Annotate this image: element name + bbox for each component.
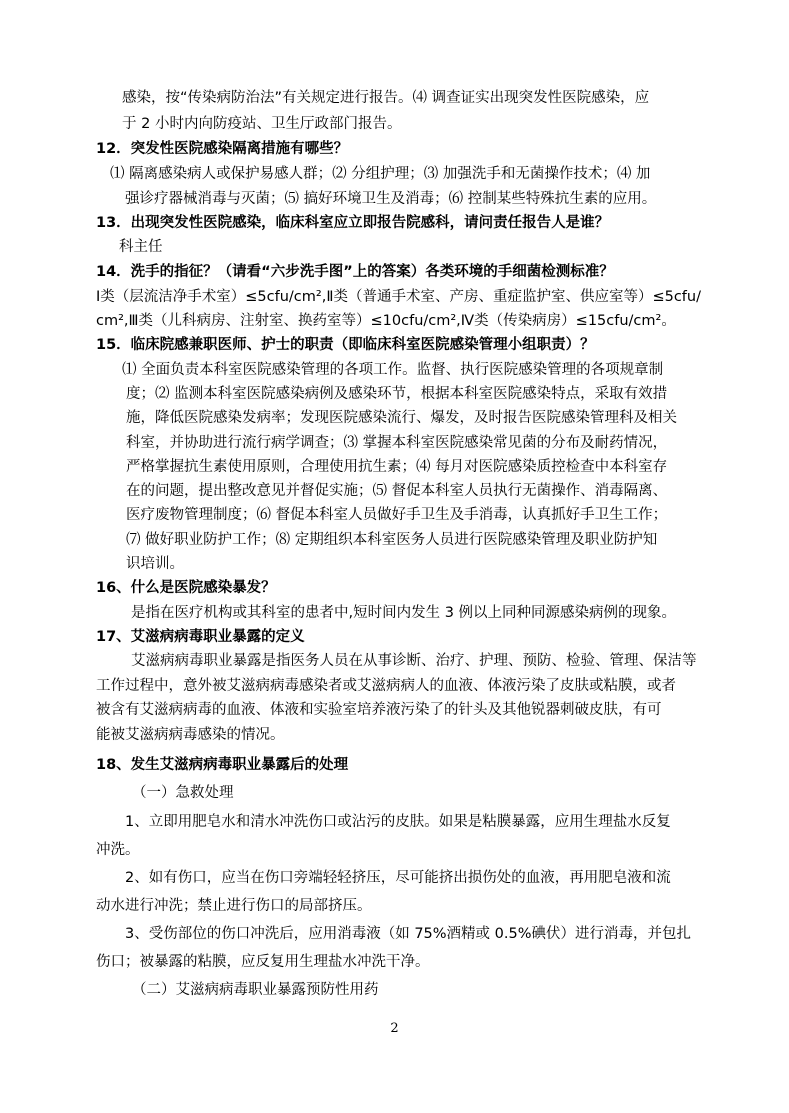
text-line: ⑺ 做好职业防护工作；⑻ 定期组织本科室医务人员进行医院感染管理及职业防护知 xyxy=(126,532,658,548)
text-line: 伤口；被暴露的粘膜，应反复用生理盐水冲洗干净。 xyxy=(96,954,430,970)
section-heading: 17、艾滋病病毒职业暴露的定义 xyxy=(96,629,305,645)
text-line: 艾滋病病毒职业暴露是指医务人员在从事诊断、治疗、护理、预防、检验、管理、保洁等 xyxy=(131,653,697,669)
text-line: 冲洗。 xyxy=(96,842,140,858)
text-line: 是指在医疗机构或其科室的患者中,短时间内发生 3 例以上同种同源感染病例的现象。 xyxy=(131,605,677,621)
text-line: 能被艾滋病病毒感染的情况。 xyxy=(96,727,285,743)
text-line: 严格掌握抗生素使用原则，合理使用抗生素；⑷ 每月对医院感染质控检查中本科室存 xyxy=(126,459,668,475)
text-line: 科主任 xyxy=(119,239,163,255)
section-heading: 12．突发性医院感染隔离措施有哪些？ xyxy=(96,141,349,157)
page-number: 2 xyxy=(390,1021,399,1036)
text-line: 医疗废物管理制度；⑹ 督促本科室人员做好手卫生及手消毒，认真抓好手卫生工作； xyxy=(126,507,668,523)
section-heading: 15．临床院感兼职医师、护士的职责（即临床科室医院感染管理小组职责）？ xyxy=(96,337,595,353)
text-line: ⑴ 全面负责本科室医院感染管理的各项工作。监督、执行医院感染管理的各项规章制 xyxy=(122,362,664,378)
text-line: 度；⑵ 监测本科室医院感染病例及感染环节，根据本科室医院感染特点，采取有效措 xyxy=(126,386,668,402)
text-line: 2、如有伤口，应当在伤口旁端轻轻挤压，尽可能挤出损伤处的血液，再用肥皂液和流 xyxy=(125,870,671,886)
section-heading: 13．出现突发性医院感染，临床科室应立即报告院感科，请问责任报告人是谁？ xyxy=(96,215,610,231)
text-line: 识培训。 xyxy=(126,556,184,572)
text-line: ⑴ 隔离感染病人或保护易感人群；⑵ 分组护理；⑶ 加强洗手和无菌操作技术；⑷ 加 xyxy=(110,166,651,182)
text-line: Ⅰ类（层流洁净手术室）≤5cfu/cm²,Ⅱ类（普通手术室、产房、重症监护室、供应室等）≤5cfu/ xyxy=(96,289,701,305)
section-heading: 16、什么是医院感染暴发？ xyxy=(96,580,276,596)
text-line: 强诊疗器械消毒与灭菌；⑸ 搞好环境卫生及消毒；⑹ 控制某些特殊抗生素的应用。 xyxy=(125,191,657,207)
text-line: 施，降低医院感染发病率；发现医院感染流行、爆发，及时报告医院感染管理科及相关 xyxy=(126,410,677,426)
text-line: 被含有艾滋病病毒的血液、体液和实验室培养液污染了的针头及其他锐器刺破皮肤，有可 xyxy=(96,702,662,718)
text-line: （二）艾滋病病毒职业暴露预防性用药 xyxy=(132,982,379,998)
text-line: 于 2 小时内向防疫站、卫生厅政部门报告。 xyxy=(122,116,402,132)
text-line: 工作过程中，意外被艾滋病病毒感染者或艾滋病病人的血液、体液污染了皮肤或粘膜，或者 xyxy=(96,678,676,694)
text-line: （一）急救处理 xyxy=(132,785,234,801)
text-line: 动水进行冲洗；禁止进行伤口的局部挤压。 xyxy=(96,898,372,914)
text-line: 3、受伤部位的伤口冲洗后，应用消毒液（如 75%酒精或 0.5%碘伏）进行消毒，并包扎 xyxy=(125,926,692,942)
section-heading: 18、发生艾滋病病毒职业暴露后的处理 xyxy=(96,757,349,773)
text-line: 在的问题，提出整改意见并督促实施；⑸ 督促本科室人员执行无菌操作、消毒隔离、 xyxy=(126,483,668,499)
text-line: 1、立即用肥皂水和清水冲洗伤口或沾污的皮肤。如果是粘膜暴露，应用生理盐水反复 xyxy=(125,814,671,830)
text-line: 感染，按“传染病防治法”有关规定进行报告。⑷ 调查证实出现突发性医院感染，应 xyxy=(122,90,650,106)
text-line: cm²,Ⅲ类（儿科病房、注射室、换药室等）≤10cfu/cm²,Ⅳ类（传染病房）≤15cfu/cm²。 xyxy=(96,313,676,329)
section-heading: 14．洗手的指征？（请看“六步洗手图”上的答案）各类环境的手细菌检测标准？ xyxy=(96,264,614,280)
text-line: 科室，并协助进行流行病学调查；⑶ 掌握本科室医院感染常见菌的分布及耐药情况， xyxy=(126,435,668,451)
